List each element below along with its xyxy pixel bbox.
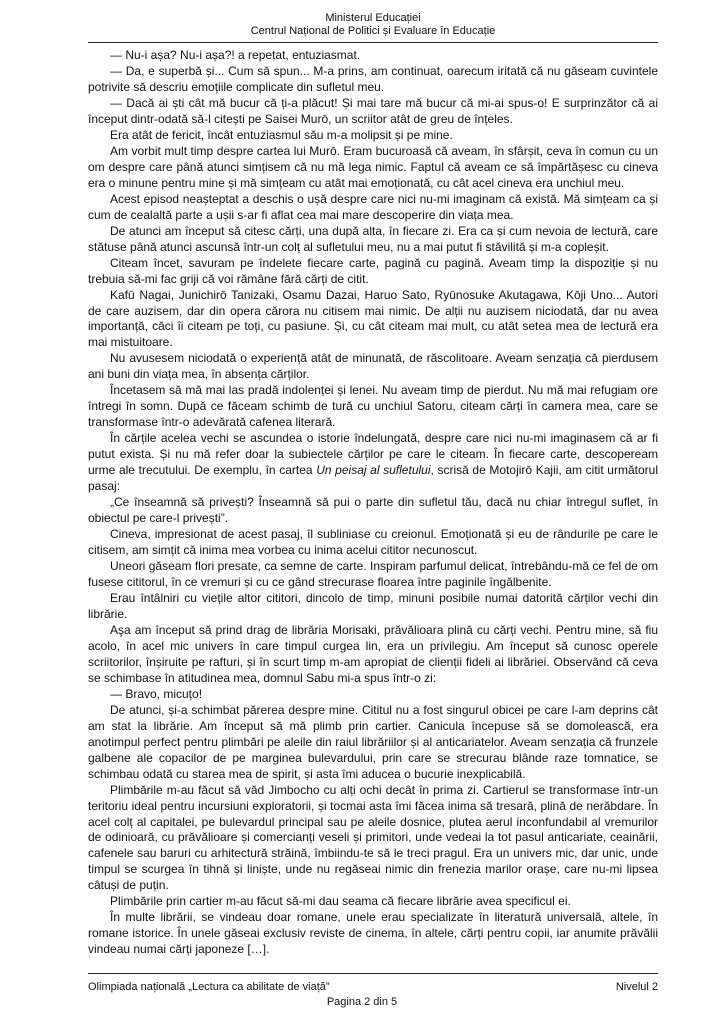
paragraph: — Bravo, micuțo! bbox=[110, 686, 203, 701]
paragraph: Uneori găseam flori presate, ca semne de carte. Inspiram parfumul delicat, întrebându-mă ce fel de om fusese cititorul, în ce vremuri și cu ce gând strecurase floarea între paginile îngălbenite. bbox=[88, 559, 658, 589]
paragraph: — Nu-i așa? Nu-i așa?! a repetat, entuziasmat. bbox=[110, 48, 361, 62]
paragraph: Acest episod neașteptat a deschis o ușă despre care nici nu-mi imaginam că există. Mă simțeam ca și cum de cealaltă parte a ușii s-ar fi aflat cea mai mare descoperire din viața mea. bbox=[88, 191, 658, 222]
paragraph: Am vorbit mult timp despre cartea lui Murō. Eram bucuroasă că aveam, în sfârșit, ceva în comun cu un om despre care până atunci simțisem că nu mă lega nimic. Faptul că aveam ce să împărtășesc cu cineva era o minune pentru mine și mă simțeam cu atât mai emoționată, cu cât acel cineva era unchiul meu. bbox=[88, 143, 658, 190]
paragraph: Citeam încet, savuram pe îndelete fiecare carte, pagină cu pagină. Aveam timp la dispoziție și nu trebuia să-mi fac griji că voi rămâne fără cărți de citit. bbox=[88, 255, 658, 286]
paragraph-with-title bbox=[88, 431, 658, 495]
paragraph: De atunci am început să citesc cărți, una după alta, în fiecare zi. Era ca și cum nevoia de lectură, care stătuse până atunci ascunsă într-un colț al sufletului meu, nu a mai putut fi stăvilită și m-a copleșit. bbox=[88, 223, 658, 254]
paragraph: Plimbările m-au făcut să văd Jimbocho cu alți ochi decât în prima zi. Cartierul se transformase într-un teritoriu ideal pentru incursiuni exploratorii, și tocmai asta îmi făcea inima să tresară, plină de nerăbdare. În acel colț al capitalei, pe bulevardul principal sau pe aleile dosnice, plutea aerul inconfundabil al vremurilor de odinioară, cu prăvălioare și comercianți veseli și primitori, unde vedeai la tot pasul anticariate, ceainării, cafenele sau baruri cu arhitectură străină, îmbiindu-te să le treci pragul. Era un univers mic, dar unic, unde timpul se scurgea în tihnă și liniște, unde nu regăseai nimic din frenezia marilor orașe, care nu-mi lipsea câtuși de puțin. bbox=[88, 782, 658, 893]
paragraph: — Da, e superbă și... Cum să spun... M-a prins, am continuat, oarecum iritată că nu găseam cuvintele potrivite să descriu emoțiile complicate din sufletul meu. bbox=[88, 63, 658, 94]
paragraph: Plimbările prin cartier m-au făcut să-mi dau seama că fiecare librărie avea specificul ei. bbox=[110, 894, 571, 909]
paragraph: Încetasem să mă mai las pradă indolenței și lenei. Nu aveam timp de pierdut. Nu mă mai refugiam ore întregi în somn. După ce făceam schimb de tură cu unchiul Satoru, citeam cărți în camera mea, care se transformase într-o adevărată cafenea literară. bbox=[88, 383, 658, 430]
header-center: Centrul Național de Politici și Evaluare în Educație bbox=[250, 25, 496, 37]
footer-level: Nivelul 2 bbox=[615, 981, 658, 993]
header-ministry: Ministerul Educației bbox=[325, 12, 421, 24]
paragraph: Erau întâlniri cu viețile altor cititori, dincolo de timp, minuni posibile numai datorită cărților vechi din librărie. bbox=[88, 590, 658, 621]
paragraph-text: , scrisă de Motojirō Kajii, am citit următorul pasaj: bbox=[88, 463, 658, 494]
page-number: Pagina 2 din 5 bbox=[326, 996, 398, 1008]
quote-paragraph: „Ce înseamnă să privești? Înseamnă să pui o parte din sufletul tău, dacă nu chiar întregul suflet, în obiectul pe care-l privești”. bbox=[88, 495, 658, 526]
document-body bbox=[88, 48, 658, 958]
footer-divider bbox=[88, 973, 658, 974]
footer-olympiad-name: Olimpiada națională „Lectura ca abilitate de viață” bbox=[88, 981, 330, 993]
paragraph: Cineva, impresionat de acest pasaj, îl subliniase cu creionul. Emoționată și eu de rândurile pe care le citisem, am simțit că inima mea vorbea cu inima acelui cititor necunoscut. bbox=[88, 527, 658, 558]
paragraph-text: În cărțile acelea vechi se ascundea o istorie îndelungată, despre care nici nu-mi imaginasem că ar fi putut exista. Și nu mă refer doar la subiectele cărților pe care le citeam. În fiecare carte, descopeream urme ale trecutului. De exemplu, în cartea bbox=[88, 431, 658, 478]
page-header bbox=[88, 12, 658, 38]
paragraph: — Dacă ai ști cât mă bucur că ți-a plăcut! Și mai tare mă bucur că mi-ai spus-o! E surprinzător că ai început dintr-odată să-l citești pe Saisei Murō, un scriitor atât de greu de înțeles. bbox=[88, 95, 658, 126]
paragraph: Nu avusesem niciodată o experiență atât de minunată, de răscolitoare. Aveam senzația că pierdusem ani buni din viața mea, în absența cărților. bbox=[88, 351, 658, 382]
paragraph: Era atât de fericit, încât entuziasmul său m-a molipsit și pe mine. bbox=[110, 127, 453, 142]
paragraph: Kafū Nagai, Junichirō Tanizaki, Osamu Dazai, Haruo Sato, Ryūnosuke Akutagawa, Kōji Uno... Autori de care auzisem, dar din opera cărora nu citisem mai nimic. De alții nu auzisem niciodată, dar nu avea importanță, căci îi citeam pe toți, cu pasiune. Și, cu cât citeam mai mult, cu atât setea mea de lectură era mai mistuitoare. bbox=[88, 287, 658, 350]
paragraph: De atunci, și-a schimbat părerea despre mine. Cititul nu a fost singurul obicei pe care l-am deprins cât am stat la librărie. Am început să mă plimb prin cartier. Canicula începuse să se domolească, era anotimpul perfect pentru plimbări pe aleile din raiul librăriilor și al anticariatelor. Aveam senzația că frunzele galbene ale copacilor de pe marginea bulevardului, prin care se strecurau blânde raze tomnatice, se schimbau odată cu starea mea de spirit, și asta îmi aducea o bucurie inexplicabilă. bbox=[88, 702, 658, 781]
book-title: Un peisaj al sufletului bbox=[316, 463, 431, 478]
paragraph: Aşa am început să prind drag de librăria Morisaki, prăvălioara plină cu cărți vechi. Pentru mine, să fiu acolo, în acel mic univers în care timpul curgea lin, era un privilegiu. Am început să cunosc operele scriitorilor, înșiruite pe rafturi, și în scurt timp m-am apropiat de clienții fideli ai librăriei. Observând că ceva se schimbase în atitudinea mea, domnul Sabu mi-a spus într-o zi: bbox=[88, 622, 658, 685]
header-divider bbox=[88, 42, 658, 43]
paragraph: În multe librării, se vindeau doar romane, unele erau specializate în literatură universală, altele, în romane istorice. În unele găseai exclusiv reviste de cinema, în altele, cărți pentru copii, iar anumite prăvălii vindeau numai cărți japoneze […]. bbox=[88, 910, 658, 957]
